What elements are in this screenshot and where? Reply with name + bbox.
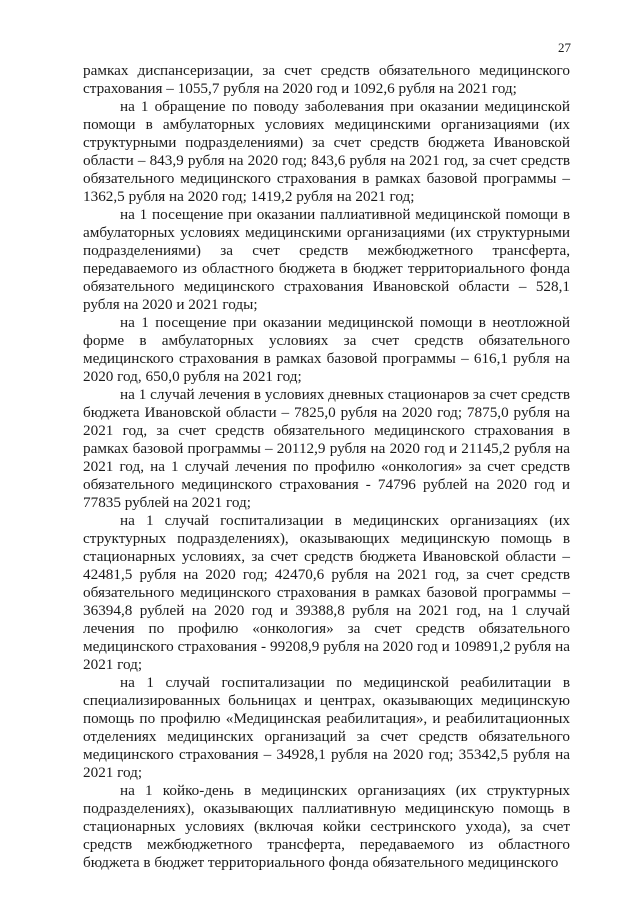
paragraph-palliative-visit: на 1 посещение при оказании паллиативной медицинской помощи в амбулаторных условиях медицинскими организациями (их структурными подразделениями) за счет средств межбюджетного трансферта, передаваемого из областного бюджета в бюджет территориального фонда обязательного медицинского страхования Ивановской области – 528,1 рубля на 2020 и 2021 годы;: [83, 206, 570, 313]
paragraph-bed-day: на 1 койко-день в медицинских организациях (их структурных подразделениях), оказывающих паллиативную медицинскую помощь в стационарных условиях (включая койки сестринского ухода), за счет средств межбюджетного трансферта, передаваемого из областного бюджета в бюджет территориального фонда обязательного медицинского: [83, 782, 570, 871]
paragraph-hospitalization: на 1 случай госпитализации в медицинских организациях (их структурных подразделениях), оказывающих медицинскую помощь в стационарных условиях, за счет средств бюджета Ивановской области – 42481,5 рубля на 2020 год; 42470,6 рубля на 2021 год, за счет средств обязательного медицинского страхования в рамках базовой программы – 36394,8 рублей на 2020 год и 39388,8 рубля на 2021 год, на 1 случай лечения по профилю «онкология» за счет средств обязательного медицинского страхования - 99208,9 рубля на 2020 год и 109891,2 рубля на 2021 год;: [83, 512, 570, 673]
document-body: [83, 62, 570, 872]
paragraph-rehabilitation: на 1 случай госпитализации по медицинской реабилитации в специализированных больницах и центрах, оказывающих медицинскую помощь по профилю «Медицинская реабилитация», и реабилитационных отделениях медицинских организаций за счет средств обязательного медицинского страхования – 34928,1 рубля на 2020 год; 35342,5 рубля на 2021 год;: [83, 674, 570, 781]
paragraph-day-hospital: на 1 случай лечения в условиях дневных стационаров за счет средств бюджета Ивановской области – 7825,0 рубля на 2020 год; 7875,0 рубля на 2021 год, за счет средств обязательного медицинского страхования в рамках базовой программы – 20112,9 рубля на 2020 год и 21145,2 рубля на 2021 год, на 1 случай лечения по профилю «онкология» за счет средств обязательного медицинского страхования - 74796 рублей на 2020 год и 77835 рублей на 2021 год;: [83, 386, 570, 511]
paragraph-disease-visit: на 1 обращение по поводу заболевания при оказании медицинской помощи в амбулаторных условиях медицинскими организациями (их структурными подразделениями) за счет средств бюджета Ивановской области – 843,9 рубля на 2020 год; 843,6 рубля на 2021 год, за счет средств обязательного медицинского страхования в рамках базовой программы – 1362,5 рубля на 2020 год; 1419,2 рубля на 2021 год;: [83, 98, 570, 205]
page-number: 27: [558, 40, 571, 55]
paragraph-urgent-care: на 1 посещение при оказании медицинской помощи в неотложной форме в амбулаторных условиях за счет средств обязательного медицинского страхования в рамках базовой программы – 616,1 рубля на 2020 год, 650,0 рубля на 2021 год;: [83, 314, 570, 385]
paragraph-dispanserization: рамках диспансеризации, за счет средств обязательного медицинского страхования – 1055,7 рубля на 2020 год и 1092,6 рубля на 2021 год;: [83, 62, 570, 97]
